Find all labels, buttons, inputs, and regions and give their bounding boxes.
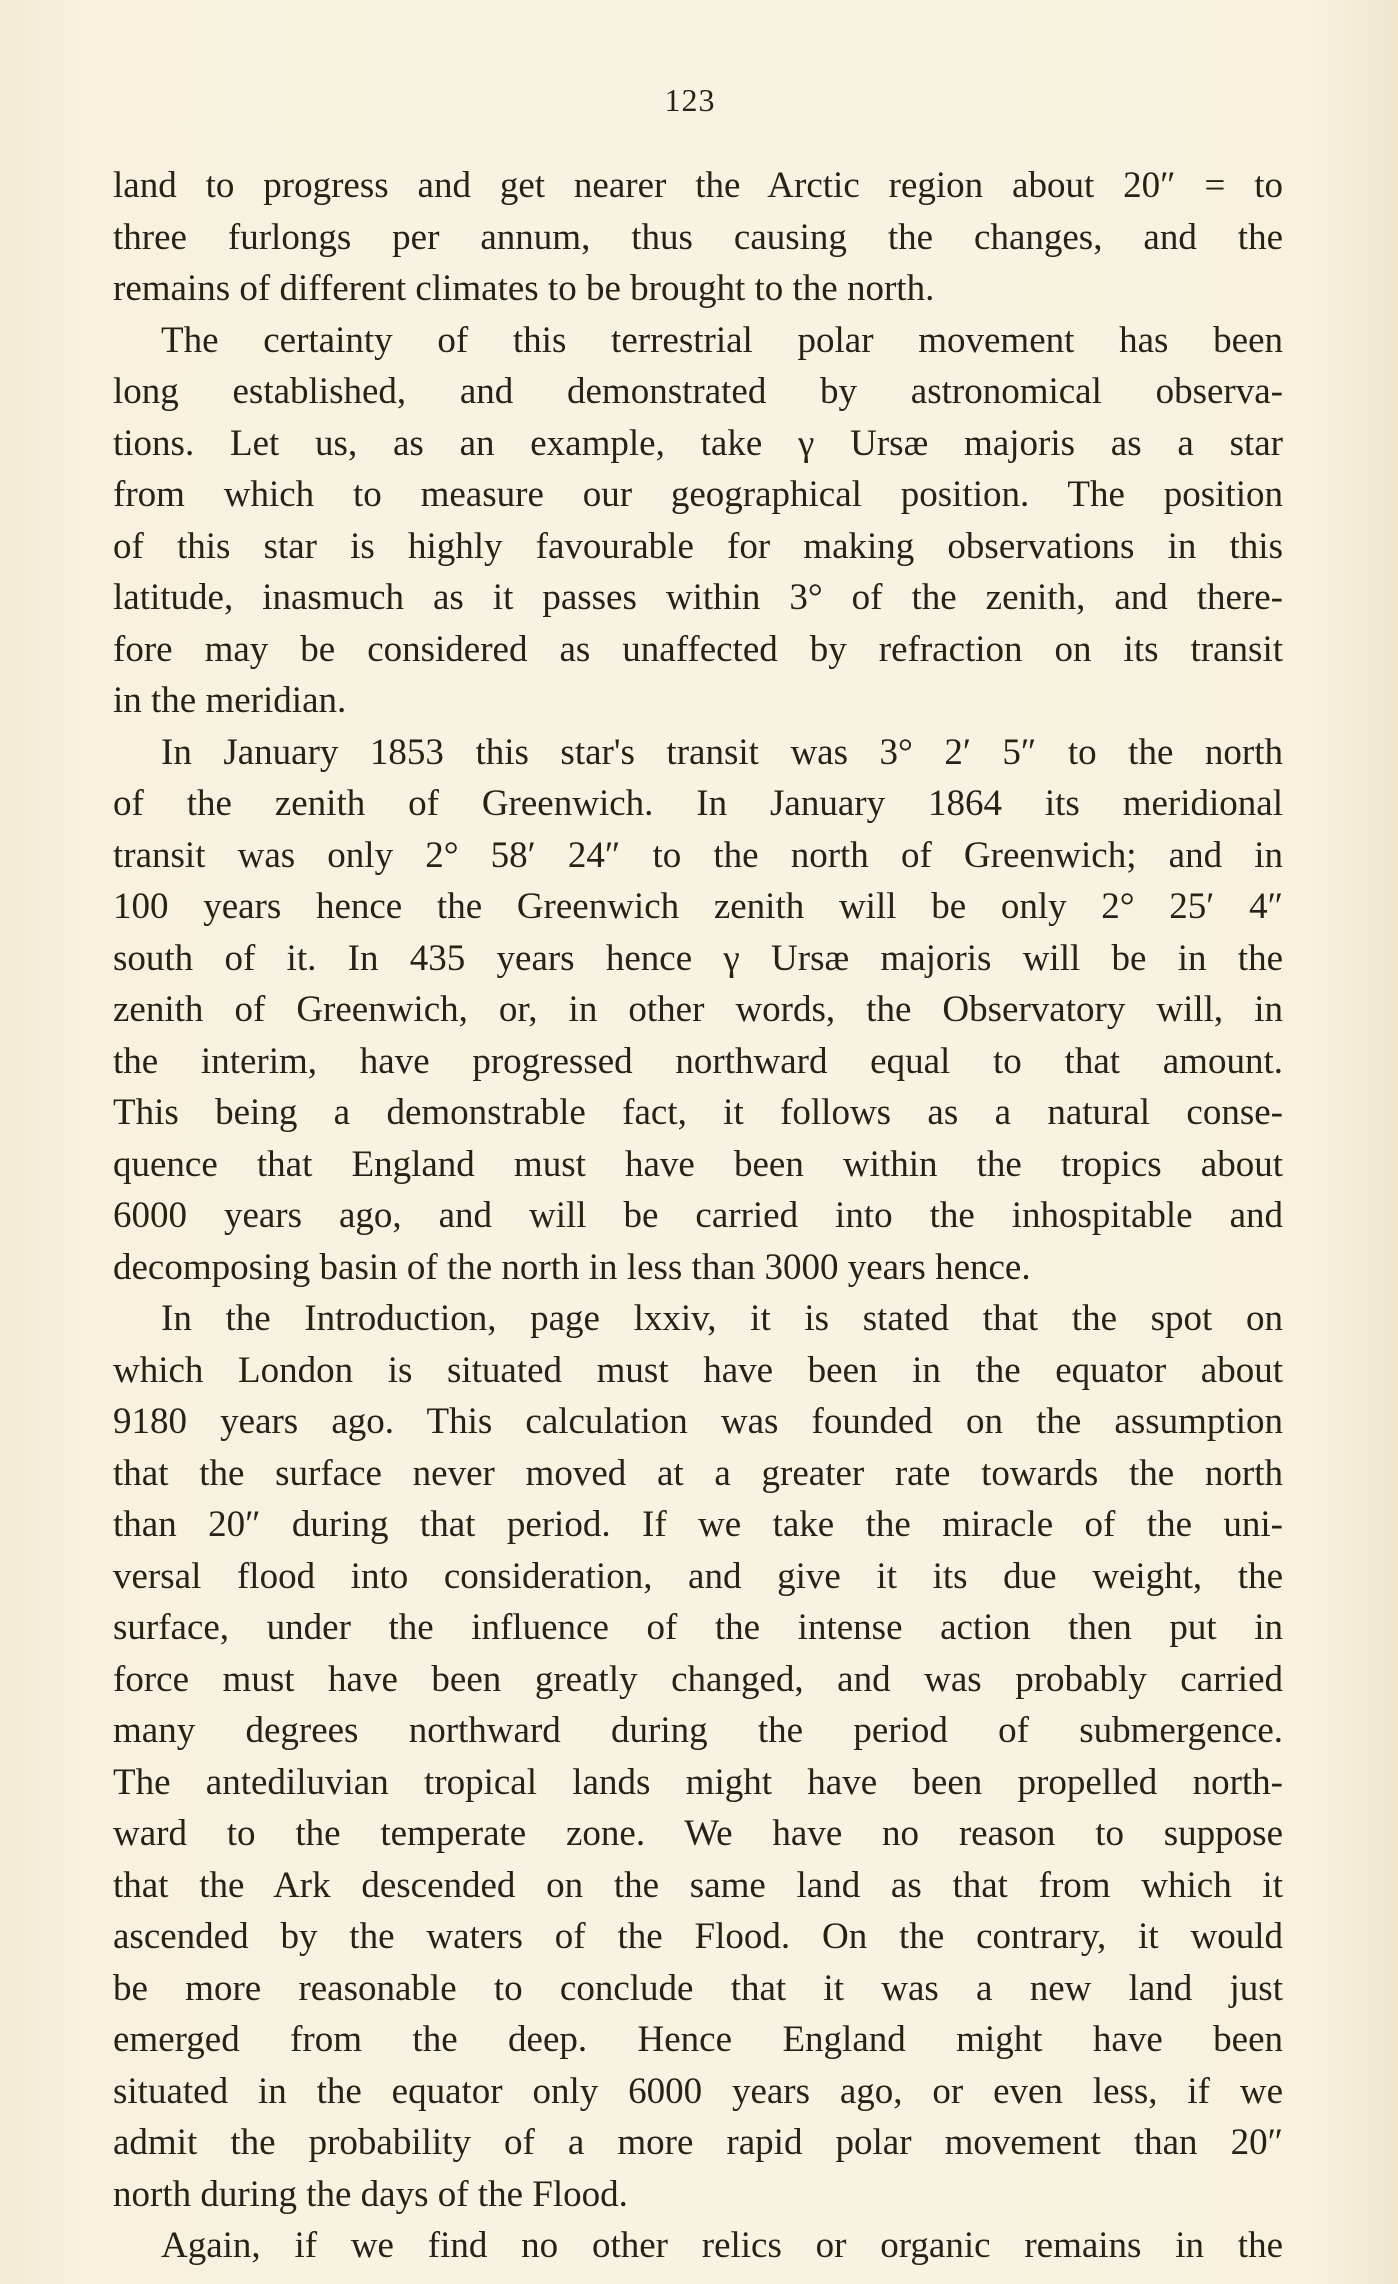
text-line: surface, under the influence of the intense action then put in — [113, 1607, 1283, 1648]
text-line: force must have been greatly changed, and was probably carried — [113, 1658, 1283, 1700]
text-line: ward to the temperate zone. We have no reason to suppose — [113, 1813, 1283, 1854]
text-line: Again, if we find no other relics or organic remains in the — [161, 2225, 1283, 2266]
text-line: south of it. In 435 years hence γ Ursæ majoris will be in the — [113, 937, 1283, 979]
text-line: zenith of Greenwich, or, in other words, the Observatory will, in — [113, 989, 1283, 1030]
text-line: of the zenith of Greenwich. In January 1864 its meridional — [113, 783, 1283, 824]
text-line: tions. Let us, as an example, take γ Ursæ majoris as a star — [113, 422, 1283, 464]
text-line: the interim, have progressed northward equal to that amount. — [113, 1040, 1283, 1082]
text-line: 9180 years ago. This calculation was founded on the assumption — [113, 1401, 1283, 1442]
text-line: than 20″ during that period. If we take the miracle of the uni- — [113, 1504, 1283, 1545]
page-number: 123 — [664, 82, 716, 118]
text-line: admit the probability of a more rapid polar movement than 20″ — [113, 2122, 1283, 2163]
text-line: that the Ark descended on the same land as that from which it — [113, 1864, 1283, 1906]
text-line: long established, and demonstrated by astronomical observa- — [113, 371, 1283, 412]
text-line: that the surface never moved at a greater rate towards the north — [113, 1452, 1283, 1494]
text-line: of this star is highly favourable for making observations in this — [113, 525, 1283, 567]
text-line: transit was only 2° 58′ 24″ to the north of Greenwich; and in — [113, 834, 1283, 876]
text-line: This being a demonstrable fact, it follows as a natural conse- — [113, 1092, 1283, 1133]
text-line: quence that England must have been within the tropics about — [113, 1143, 1283, 1185]
text-line: emerged from the deep. Hence England might have been — [113, 2019, 1283, 2060]
text-line: decomposing basin of the north in less than 3000 years hence. — [113, 1246, 1031, 1288]
text-line: land to progress and get nearer the Arctic region about 20″ = to — [113, 165, 1283, 206]
text-line: The certainty of this terrestrial polar movement has been — [161, 319, 1283, 361]
text-line: which London is situated must have been in the equator about — [113, 1349, 1283, 1391]
text-line: In the Introduction, page lxxiv, it is stated that the spot on — [161, 1298, 1283, 1339]
text-line: situated in the equator only 6000 years ago, or even less, if we — [113, 2070, 1283, 2112]
text-line: many degrees northward during the period of submergence. — [113, 1710, 1283, 1751]
text-line: 6000 years ago, and will be carried into the inhospitable and — [113, 1195, 1283, 1236]
text-line: fore may be considered as unaffected by refraction on its transit — [113, 628, 1283, 670]
text-line: latitude, inasmuch as it passes within 3° of the zenith, and there- — [113, 577, 1283, 618]
text-line: versal flood into consideration, and give it its due weight, the — [113, 1555, 1283, 1597]
text-line: be more reasonable to conclude that it was a new land just — [113, 1967, 1283, 2009]
text-line: in the meridian. — [113, 680, 347, 721]
text-line: 100 years hence the Greenwich zenith will be only 2° 25′ 4″ — [113, 886, 1283, 927]
text-line: three furlongs per annum, thus causing the changes, and the — [113, 216, 1283, 258]
text-line: north during the days of the Flood. — [113, 2173, 628, 2215]
text-line: In January 1853 this star's transit was 3° 2′ 5″ to the north — [161, 731, 1283, 773]
text-line: remains of different climates to be brought to the north. — [113, 268, 935, 309]
body-text — [113, 160, 1283, 2272]
text-line: ascended by the waters of the Flood. On the contrary, it would — [113, 1916, 1283, 1957]
text-line: The antediluvian tropical lands might have been propelled north- — [113, 1761, 1283, 1803]
text-line: from which to measure our geographical position. The position — [113, 474, 1283, 515]
